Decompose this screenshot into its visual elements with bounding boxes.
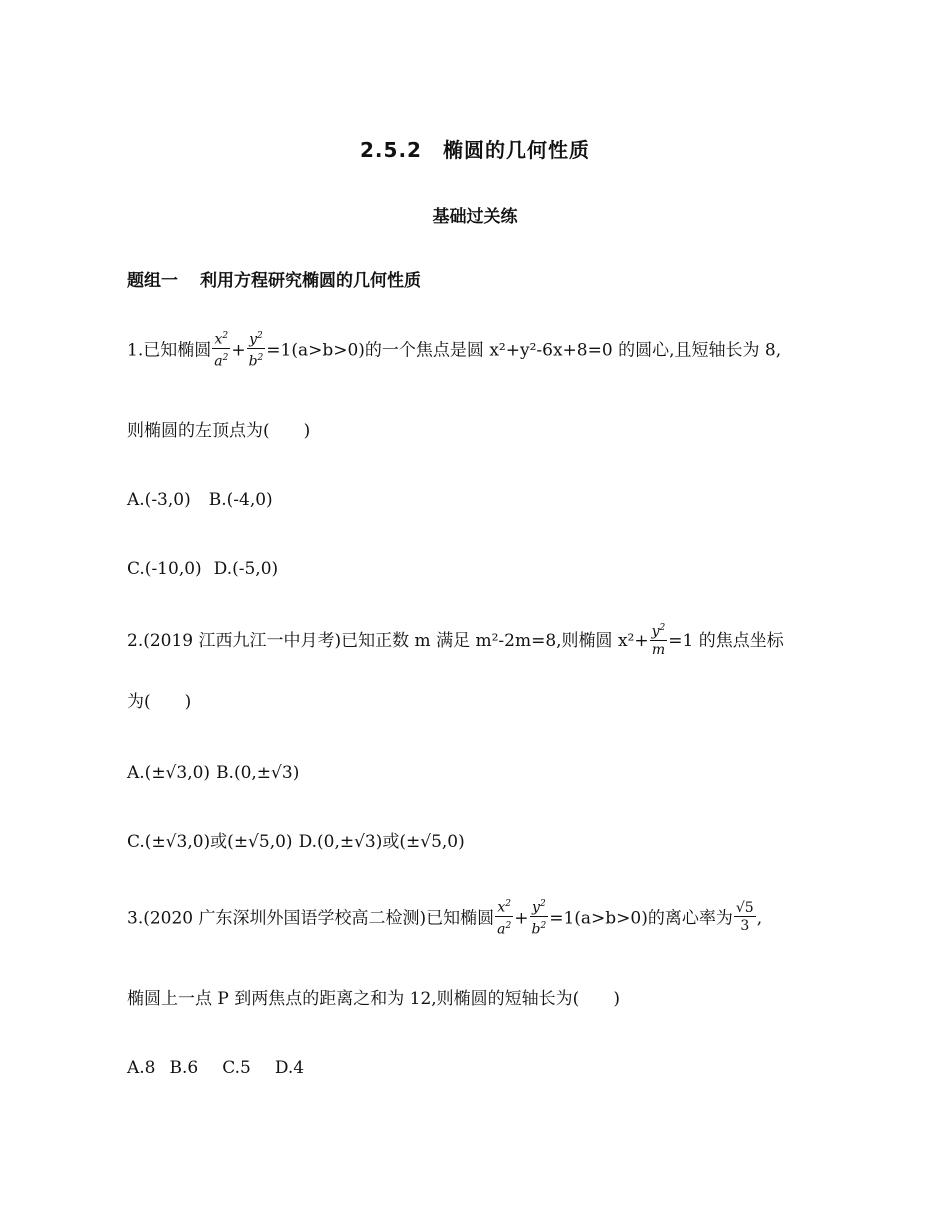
q1-tail: =1(a>b>0)的一个焦点是圆 x²+y²-6x+8=0 的圆心,且短轴长为 8,: [266, 340, 782, 361]
q1-fraction-x: $\frac{x^2}{a^2}$: [212, 328, 230, 370]
q3-ecc-denominator: 3: [740, 917, 750, 934]
group-text: 利用方程研究椭圆的几何性质: [200, 271, 421, 291]
q2-option-c: C.(±√3,0)或(±√5,0): [127, 832, 293, 852]
q1-prefix: 1.已知椭圆: [127, 340, 212, 361]
q3-option-a: A.8: [127, 1058, 156, 1078]
question-2-line-1: [127, 622, 784, 661]
question-2-options-ab: [127, 761, 299, 785]
q1-option-a: A.(-3,0): [127, 490, 191, 510]
topic-group-heading: [127, 266, 421, 291]
q3-fraction-y: $\frac{y^2}{b^2}$: [530, 896, 549, 938]
q3-option-c: C.5: [222, 1058, 251, 1078]
q2-fraction-y: $\frac{y^2}{m}$: [650, 620, 668, 659]
q1-option-d: D.(-5,0): [213, 559, 279, 579]
question-2-options-cd: [127, 830, 465, 854]
q1-option-b: B.(-4,0): [208, 490, 273, 510]
question-3-line-2: 椭圆上一点 P 到两焦点的距离之和为 12,则椭圆的短轴长为( ): [127, 989, 620, 1009]
q3-fraction-x: $\frac{x^2}{a^2}$: [495, 896, 513, 938]
q2-option-b: B.(0,±√3): [216, 763, 300, 783]
question-1-line-1: 1.已知椭圆 $\frac{x^2}{a^2}$ + $\frac{y^2}{b^2}$ =1(a>b>0)的一个焦点是圆 x²+y²-6x+8=0 的圆心,且短轴长为 8,: [127, 330, 781, 372]
question-3-options: [127, 1056, 304, 1080]
q1-fraction-y: $\frac{y^2}{b^2}$: [247, 328, 266, 370]
q3-option-b: B.6: [169, 1058, 199, 1078]
page-title: 2.5.2 椭圆的几何性质: [360, 138, 590, 162]
q3-mid: =1(a>b>0)的离心率为: [549, 908, 733, 929]
question-1-options-ab: [127, 488, 273, 512]
q3-prefix: 3.(2020 广东深圳外国语学校高二检测)已知椭圆: [127, 908, 495, 929]
group-label: 题组一: [127, 271, 178, 291]
section-subtitle: 基础过关练: [432, 207, 518, 227]
question-1-line-2: 则椭圆的左顶点为( ): [127, 421, 311, 441]
q3-option-d: D.4: [274, 1058, 305, 1078]
q2-tail: =1 的焦点坐标: [668, 630, 784, 651]
question-1-options-cd: [127, 557, 278, 581]
q2-option-a: A.(±√3,0): [127, 763, 211, 783]
question-2-line-2: 为( ): [127, 692, 192, 712]
q3-ecc-numerator: √5: [735, 899, 754, 916]
q1-option-c: C.(-10,0): [127, 559, 202, 579]
q2-option-d: D.(0,±√3)或(±√5,0): [298, 832, 465, 852]
q3-eccentricity-fraction: [734, 900, 756, 935]
question-3-line-1: 3.(2020 广东深圳外国语学校高二检测)已知椭圆 $\frac{x^2}{a^2}$ + $\frac{y^2}{b^2}$ =1(a>b>0)的离心率为 $\frac{√5}{3}$ ,: [127, 898, 762, 940]
q2-prefix: 2.(2019 江西九江一中月考)已知正数 m 满足 m²-2m=8,则椭圆 x²+: [127, 630, 649, 651]
